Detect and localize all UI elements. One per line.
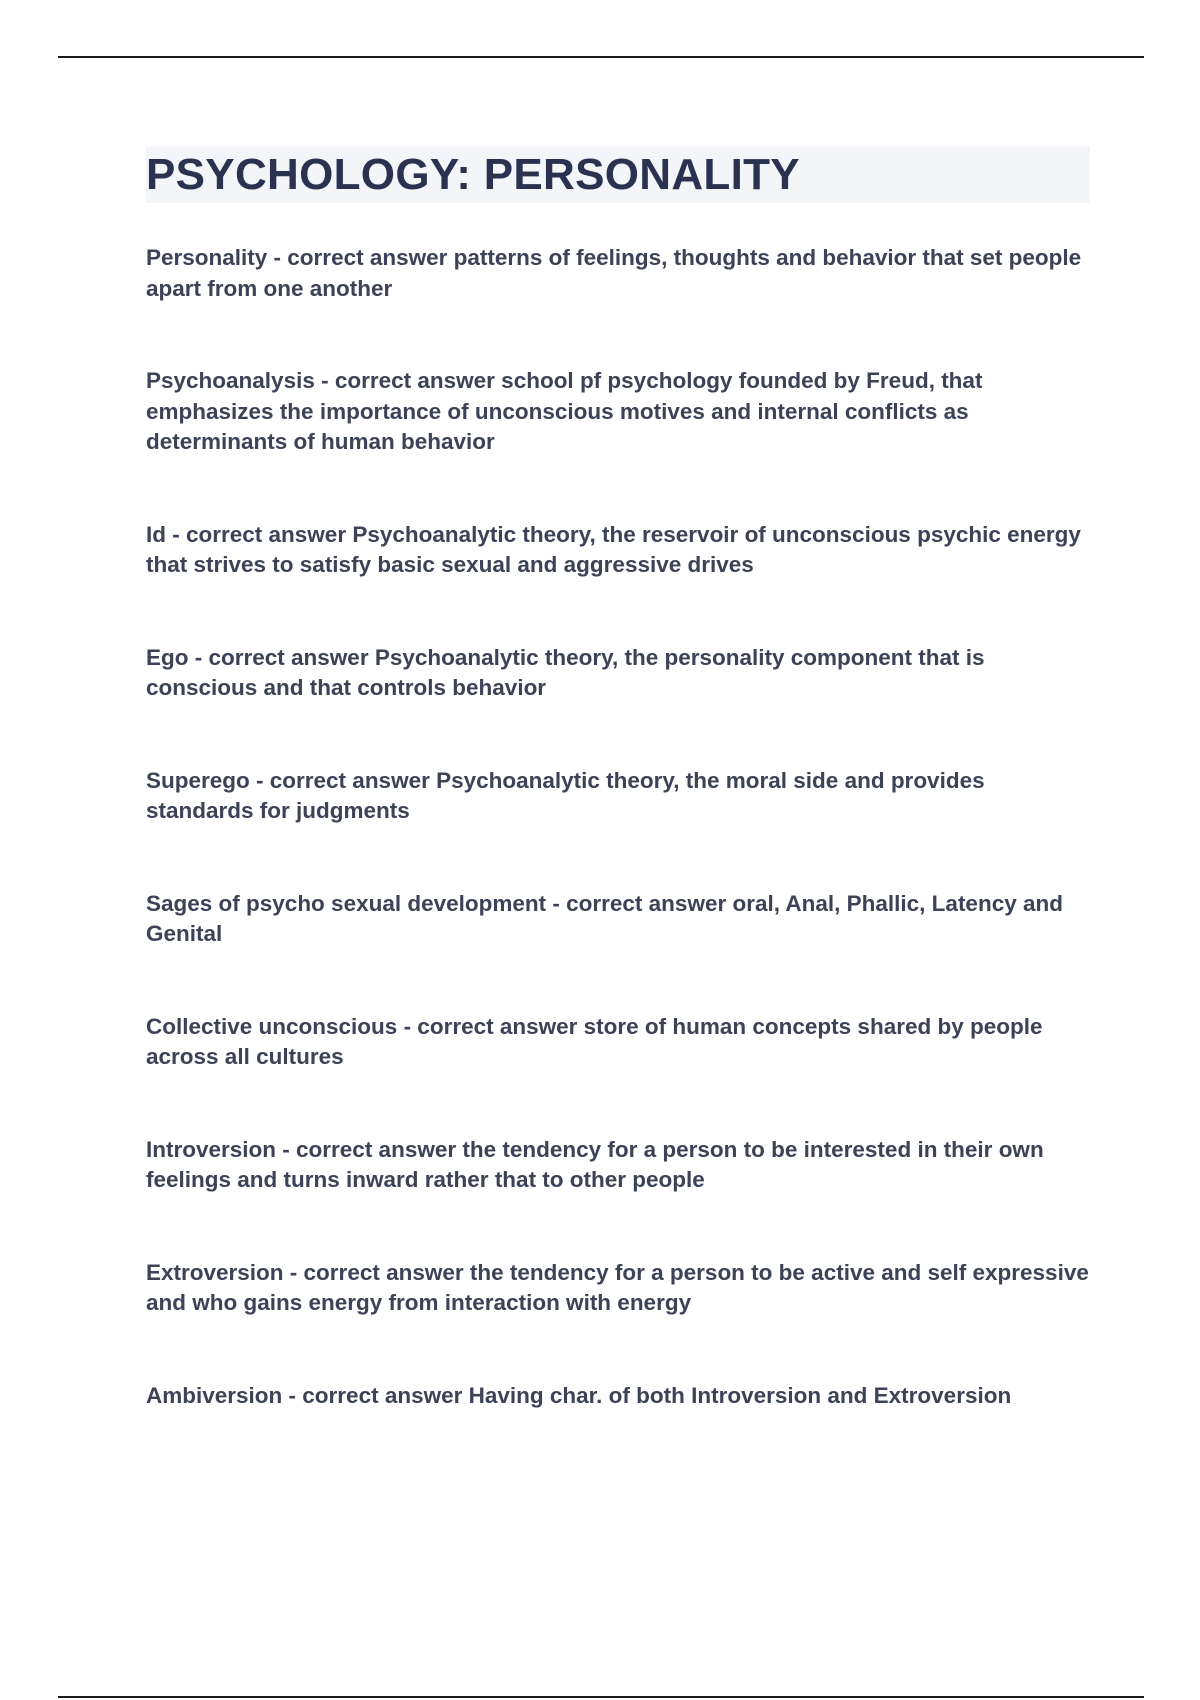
definition-collective-unconscious: Collective unconscious - correct answer store of human concepts shared by people across all cultures: [146, 1013, 1043, 1069]
top-rule: [58, 56, 1144, 58]
definition-psychosexual-stages: Sages of psycho sexual development - correct answer oral, Anal, Phallic, Latency and Genital: [146, 890, 1063, 946]
definition-superego: Superego - correct answer Psychoanalytic theory, the moral side and provides standards for judgments: [146, 767, 985, 823]
definition-ambiversion: Ambiversion - correct answer Having char. of both Introversion and Extroversion: [146, 1382, 1012, 1408]
definition-personality: Personality - correct answer patterns of feelings, thoughts and behavior that set people apart from one another: [146, 245, 1082, 301]
definition-introversion: Introversion - correct answer the tendency for a person to be interested in their own feelings and turns inward rather that to other people: [146, 1136, 1044, 1192]
document-body: [146, 146, 1090, 1411]
bottom-rule: [58, 1696, 1144, 1698]
definition-list: [146, 243, 1090, 1411]
title-band: [146, 146, 1090, 203]
definition-id: Id - correct answer Psychoanalytic theory, the reservoir of unconscious psychic energy that strives to satisfy basic sexual and aggressive drives: [146, 521, 1081, 577]
page-title: PSYCHOLOGY: PERSONALITY: [146, 149, 800, 199]
definition-psychoanalysis: Psychoanalysis - correct answer school pf psychology founded by Freud, that emphasizes the importance of unconscious motives and internal conflicts as determinants of human behavior: [146, 368, 983, 454]
definition-ego: Ego - correct answer Psychoanalytic theory, the personality component that is conscious and that controls behavior: [146, 644, 985, 700]
definition-extroversion: Extroversion - correct answer the tendency for a person to be active and self expressive and who gains energy from interaction with energy: [146, 1259, 1089, 1315]
